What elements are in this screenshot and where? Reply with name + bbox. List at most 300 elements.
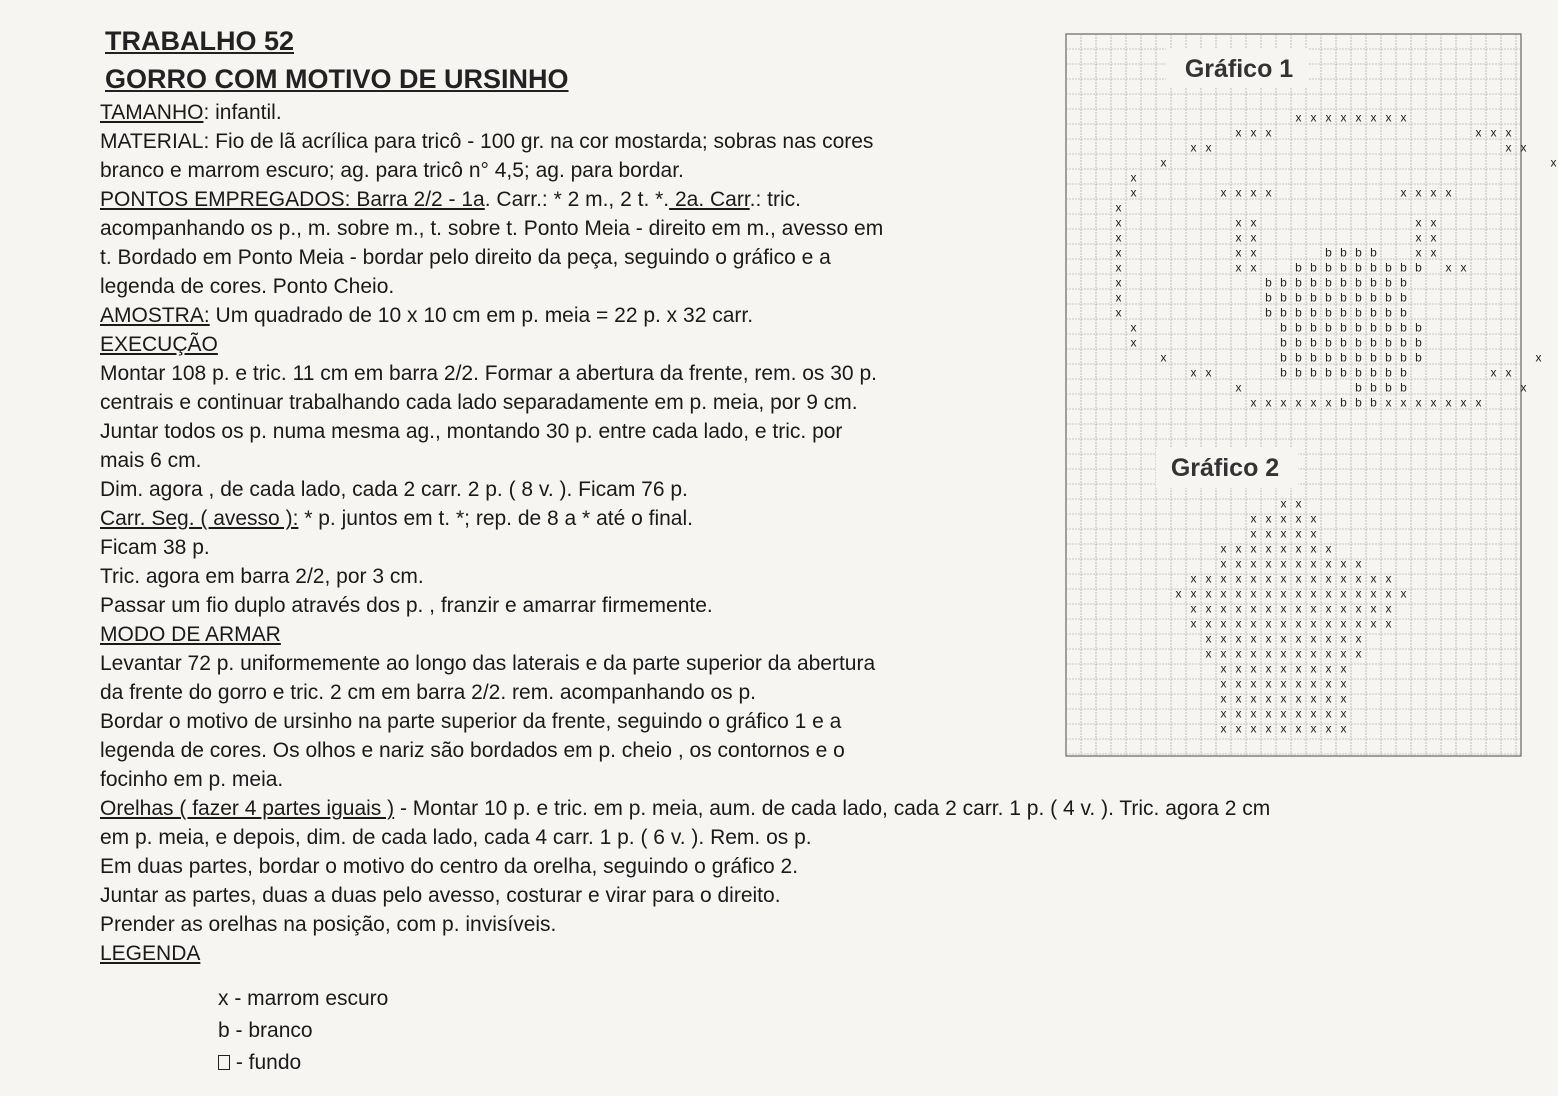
stitch-x: x (1235, 380, 1242, 395)
stitch-x: x (1280, 706, 1287, 721)
stitch-x: x (1280, 395, 1287, 410)
stitch-b: b (1355, 290, 1362, 305)
stitch-b: b (1355, 365, 1362, 380)
stitch-x: x (1280, 631, 1287, 646)
stitch-b: b (1340, 335, 1347, 350)
stitch-b: b (1370, 275, 1377, 290)
stitch-x: x (1295, 661, 1302, 676)
stitch-b: b (1400, 260, 1407, 275)
stitch-x: x (1250, 511, 1257, 526)
exec-line-7: Tric. agora em barra 2/2, por 3 cm. (100, 565, 424, 588)
modo-line-2: da frente do gorro e tric. 2 cm em barra 2/2. rem. acompanhando os p. (100, 681, 757, 704)
stitch-b: b (1400, 380, 1407, 395)
stitch-x: x (1280, 556, 1287, 571)
stitch-x: x (1295, 110, 1302, 125)
stitch-b: b (1325, 365, 1332, 380)
stitch-x: x (1250, 541, 1257, 556)
stitch-x: x (1310, 601, 1317, 616)
stitch-b: b (1355, 245, 1362, 260)
stitch-b: b (1280, 335, 1287, 350)
stitch-x: x (1310, 706, 1317, 721)
stitch-x: x (1265, 571, 1272, 586)
stitch-b: b (1370, 245, 1377, 260)
stitch-x: x (1400, 395, 1407, 410)
stitch-x: x (1220, 646, 1227, 661)
stitch-x: x (1370, 601, 1377, 616)
stitch-x: x (1205, 631, 1212, 646)
stitch-x: x (1250, 245, 1257, 260)
stitch-x: x (1415, 245, 1422, 260)
stitch-x: x (1250, 185, 1257, 200)
stitch-x: x (1295, 571, 1302, 586)
stitch-b: b (1415, 320, 1422, 335)
stitch-b: b (1280, 365, 1287, 380)
stitch-x: x (1400, 185, 1407, 200)
stitch-x: x (1325, 601, 1332, 616)
stitch-x: x (1325, 541, 1332, 556)
stitch-b: b (1310, 275, 1317, 290)
legend-item-fundo (218, 1047, 388, 1079)
stitch-x: x (1445, 185, 1452, 200)
stitch-x: x (1490, 125, 1497, 140)
stitch-x: x (1250, 571, 1257, 586)
stitch-x: x (1310, 661, 1317, 676)
stitch-x: x (1385, 110, 1392, 125)
orelhas-line-1 (100, 794, 1271, 823)
stitch-x: x (1250, 646, 1257, 661)
stitch-x: x (1220, 616, 1227, 631)
stitch-x: x (1520, 140, 1527, 155)
stitch-x: x (1430, 245, 1437, 260)
stitch-x: x (1355, 616, 1362, 631)
stitch-x: x (1235, 230, 1242, 245)
stitch-x: x (1505, 140, 1512, 155)
stitch-x: x (1400, 110, 1407, 125)
stitch-b: b (1325, 290, 1332, 305)
stitch-b: b (1295, 290, 1302, 305)
tamanho-line (100, 98, 1045, 127)
stitch-b: b (1295, 335, 1302, 350)
stitch-x: x (1205, 365, 1212, 380)
stitch-x: x (1115, 290, 1122, 305)
carr-text: * p. juntos em t. *; rep. de 8 a * até o final. (298, 507, 693, 530)
orelhas-line-5: Prender as orelhas na posição, com p. invisíveis. (100, 913, 557, 936)
stitch-x: x (1370, 571, 1377, 586)
stitch-x: x (1310, 511, 1317, 526)
stitch-x: x (1340, 691, 1347, 706)
stitch-x: x (1205, 616, 1212, 631)
stitch-x: x (1340, 616, 1347, 631)
stitch-x: x (1295, 616, 1302, 631)
stitch-x: x (1235, 646, 1242, 661)
stitch-x: x (1280, 646, 1287, 661)
stitch-x: x (1355, 571, 1362, 586)
stitch-x: x (1115, 305, 1122, 320)
stitch-x: x (1250, 556, 1257, 571)
stitch-x: x (1235, 601, 1242, 616)
stitch-b: b (1325, 320, 1332, 335)
stitch-b: b (1265, 275, 1272, 290)
material-line-2: branco e marrom escuro; ag. para tricô n° 4,5; ag. para bordar. (100, 159, 684, 182)
stitch-x: x (1280, 526, 1287, 541)
stitch-x: x (1175, 586, 1182, 601)
stitch-b: b (1340, 260, 1347, 275)
stitch-x: x (1310, 526, 1317, 541)
stitch-x: x (1295, 526, 1302, 541)
stitch-x: x (1325, 586, 1332, 601)
stitch-x: x (1160, 155, 1167, 170)
stitch-b: b (1385, 305, 1392, 320)
stitch-x: x (1505, 365, 1512, 380)
stitch-x: x (1265, 706, 1272, 721)
legend-item-x: x - marrom escuro (218, 987, 389, 1010)
stitch-b: b (1370, 290, 1377, 305)
stitch-x: x (1235, 556, 1242, 571)
stitch-b: b (1370, 365, 1377, 380)
stitch-x: x (1295, 601, 1302, 616)
stitch-b: b (1310, 260, 1317, 275)
stitch-b: b (1370, 395, 1377, 410)
stitch-b: b (1325, 305, 1332, 320)
stitch-x: x (1220, 691, 1227, 706)
pontos-line-1 (100, 185, 1045, 214)
stitch-b: b (1265, 290, 1272, 305)
stitch-x: x (1220, 586, 1227, 601)
stitch-x: x (1295, 511, 1302, 526)
stitch-x: x (1115, 275, 1122, 290)
orelhas-line-2: em p. meia, e depois, dim. de cada lado, cada 4 carr. 1 p. ( 6 v. ). Rem. os p. (100, 826, 812, 849)
amostra-label: AMOSTRA: (100, 304, 210, 327)
stitch-x: x (1130, 320, 1137, 335)
stitch-x: x (1310, 631, 1317, 646)
stitch-x: x (1265, 646, 1272, 661)
stitch-x: x (1265, 556, 1272, 571)
orelhas-line-4: Juntar as partes, duas a duas pelo avesso, costurar e virar para o direito. (100, 884, 781, 907)
stitch-x: x (1280, 571, 1287, 586)
stitch-x: x (1280, 511, 1287, 526)
stitch-x: x (1220, 706, 1227, 721)
stitch-x: x (1190, 616, 1197, 631)
stitch-x: x (1325, 110, 1332, 125)
stitch-b: b (1340, 275, 1347, 290)
stitch-x: x (1310, 586, 1317, 601)
exec-line-8: Passar um fio duplo através dos p. , franzir e amarrar firmemente. (100, 594, 713, 617)
stitch-b: b (1355, 395, 1362, 410)
stitch-b: b (1385, 290, 1392, 305)
amostra-line (100, 301, 1045, 330)
stitch-b: b (1370, 335, 1377, 350)
stitch-x: x (1415, 185, 1422, 200)
grafico-1-cells (1116, 111, 1558, 410)
stitch-x: x (1280, 586, 1287, 601)
stitch-b: b (1295, 305, 1302, 320)
stitch-b: b (1400, 290, 1407, 305)
stitch-x: x (1370, 110, 1377, 125)
stitch-x: x (1205, 601, 1212, 616)
stitch-b: b (1325, 350, 1332, 365)
stitch-x: x (1235, 631, 1242, 646)
stitch-x: x (1235, 260, 1242, 275)
stitch-b: b (1340, 245, 1347, 260)
stitch-x: x (1280, 496, 1287, 511)
stitch-x: x (1280, 676, 1287, 691)
stitch-b: b (1280, 350, 1287, 365)
stitch-b: b (1295, 365, 1302, 380)
stitch-b: b (1400, 275, 1407, 290)
stitch-x: x (1235, 661, 1242, 676)
pontos-line-2: acompanhando os p., m. sobre m., t. sobre t. Ponto Meia - direito em m., avesso em (100, 217, 884, 240)
stitch-x: x (1190, 571, 1197, 586)
stitch-x: x (1250, 601, 1257, 616)
stitch-x: x (1280, 691, 1287, 706)
stitch-x: x (1355, 631, 1362, 646)
stitch-x: x (1310, 556, 1317, 571)
stitch-x: x (1415, 395, 1422, 410)
tamanho-text: : infantil. (203, 101, 282, 124)
stitch-x: x (1250, 721, 1257, 736)
stitch-x: x (1130, 335, 1137, 350)
amostra-text: Um quadrado de 10 x 10 cm em p. meia = 22 p. x 32 carr. (209, 304, 754, 327)
stitch-x: x (1220, 571, 1227, 586)
stitch-b: b (1295, 275, 1302, 290)
stitch-x: x (1355, 110, 1362, 125)
stitch-x: x (1295, 721, 1302, 736)
stitch-x: x (1325, 721, 1332, 736)
stitch-b: b (1280, 290, 1287, 305)
stitch-b: b (1265, 305, 1272, 320)
stitch-x: x (1280, 661, 1287, 676)
stitch-b: b (1385, 275, 1392, 290)
stitch-b: b (1310, 335, 1317, 350)
stitch-b: b (1370, 350, 1377, 365)
stitch-x: x (1265, 395, 1272, 410)
stitch-x: x (1235, 586, 1242, 601)
stitch-x: x (1265, 631, 1272, 646)
stitch-x: x (1430, 185, 1437, 200)
stitch-x: x (1250, 676, 1257, 691)
stitch-x: x (1115, 200, 1122, 215)
stitch-x: x (1250, 586, 1257, 601)
stitch-x: x (1235, 676, 1242, 691)
stitch-x: x (1235, 706, 1242, 721)
exec-line-4: mais 6 cm. (100, 449, 202, 472)
exec-line-6: Ficam 38 p. (100, 536, 210, 559)
charts-panel (1066, 34, 1557, 760)
stitch-b: b (1340, 290, 1347, 305)
pontos-label: PONTOS EMPREGADOS: Barra 2/2 - 1a (100, 188, 485, 211)
stitch-x: x (1355, 601, 1362, 616)
stitch-x: x (1265, 586, 1272, 601)
stitch-x: x (1325, 571, 1332, 586)
legend-fundo-text: - fundo (230, 1051, 302, 1074)
stitch-b: b (1340, 395, 1347, 410)
stitch-x: x (1505, 125, 1512, 140)
legenda-heading: LEGENDA (100, 942, 201, 965)
stitch-b: b (1325, 260, 1332, 275)
stitch-x: x (1310, 571, 1317, 586)
stitch-x: x (1220, 661, 1227, 676)
stitch-x: x (1460, 260, 1467, 275)
orelhas-text: - Montar 10 p. e tric. em p. meia, aum. de cada lado, cada 2 carr. 1 p. ( 4 v. ). Tric. agora 2 cm (394, 797, 1271, 820)
stitch-x: x (1325, 661, 1332, 676)
stitch-x: x (1460, 395, 1467, 410)
stitch-x: x (1250, 125, 1257, 140)
stitch-x: x (1250, 230, 1257, 245)
stitch-x: x (1250, 631, 1257, 646)
stitch-x: x (1385, 571, 1392, 586)
stitch-b: b (1370, 305, 1377, 320)
pontos-text-d: .: tric. (749, 188, 802, 211)
stitch-x: x (1220, 185, 1227, 200)
title-trabalho: TRABALHO 52 (105, 26, 295, 56)
stitch-b: b (1415, 260, 1422, 275)
stitch-x: x (1340, 110, 1347, 125)
stitch-x: x (1250, 395, 1257, 410)
stitch-x: x (1355, 556, 1362, 571)
empty-square-icon (218, 1055, 230, 1070)
stitch-x: x (1550, 155, 1557, 170)
pontos-line-4: legenda de cores. Ponto Cheio. (100, 275, 395, 298)
exec-line-1: Montar 108 p. e tric. 11 cm em barra 2/2. Formar a abertura da frente, rem. os 30 p. (100, 362, 877, 385)
stitch-x: x (1235, 215, 1242, 230)
stitch-x: x (1370, 586, 1377, 601)
stitch-x: x (1265, 125, 1272, 140)
stitch-b: b (1385, 335, 1392, 350)
stitch-x: x (1250, 661, 1257, 676)
stitch-x: x (1400, 586, 1407, 601)
stitch-b: b (1340, 305, 1347, 320)
stitch-x: x (1385, 601, 1392, 616)
stitch-x: x (1415, 230, 1422, 245)
stitch-b: b (1310, 365, 1317, 380)
stitch-b: b (1385, 350, 1392, 365)
stitch-b: b (1340, 365, 1347, 380)
stitch-x: x (1265, 511, 1272, 526)
stitch-x: x (1325, 646, 1332, 661)
stitch-x: x (1235, 721, 1242, 736)
stitch-b: b (1385, 320, 1392, 335)
stitch-x: x (1340, 646, 1347, 661)
stitch-x: x (1235, 125, 1242, 140)
stitch-x: x (1220, 721, 1227, 736)
stitch-x: x (1280, 616, 1287, 631)
stitch-x: x (1310, 110, 1317, 125)
stitch-b: b (1280, 275, 1287, 290)
stitch-x: x (1235, 185, 1242, 200)
stitch-b: b (1415, 350, 1422, 365)
stitch-x: x (1385, 586, 1392, 601)
stitch-x: x (1490, 365, 1497, 380)
stitch-x: x (1310, 616, 1317, 631)
stitch-x: x (1340, 706, 1347, 721)
stitch-b: b (1325, 245, 1332, 260)
stitch-x: x (1295, 496, 1302, 511)
stitch-x: x (1355, 646, 1362, 661)
stitch-x: x (1310, 646, 1317, 661)
orelhas-label: Orelhas ( fazer 4 partes iguais ) (100, 797, 395, 820)
stitch-b: b (1340, 320, 1347, 335)
stitch-x: x (1430, 395, 1437, 410)
stitch-x: x (1385, 616, 1392, 631)
grid-border (1066, 34, 1521, 756)
stitch-x: x (1235, 616, 1242, 631)
stitch-x: x (1205, 646, 1212, 661)
stitch-x: x (1190, 601, 1197, 616)
stitch-x: x (1295, 541, 1302, 556)
stitch-x: x (1265, 661, 1272, 676)
stitch-x: x (1325, 706, 1332, 721)
stitch-b: b (1295, 260, 1302, 275)
stitch-x: x (1370, 616, 1377, 631)
stitch-x: x (1205, 586, 1212, 601)
stitch-x: x (1430, 230, 1437, 245)
stitch-x: x (1265, 601, 1272, 616)
carr-line (100, 504, 1045, 533)
stitch-b: b (1400, 320, 1407, 335)
modo-line-5: focinho em p. meia. (100, 768, 284, 791)
material-line-1: MATERIAL: Fio de lã acrílica para tricô - 100 gr. na cor mostarda; sobras nas cores (100, 130, 874, 153)
stitch-b: b (1415, 335, 1422, 350)
stitch-x: x (1190, 140, 1197, 155)
stitch-x: x (1295, 646, 1302, 661)
stitch-x: x (1385, 395, 1392, 410)
stitch-x: x (1250, 526, 1257, 541)
stitch-x: x (1445, 395, 1452, 410)
pontos-line-3: t. Bordado em Ponto Meia - bordar pelo direito da peça, seguindo o gráfico e a (100, 246, 831, 269)
stitch-x: x (1310, 541, 1317, 556)
stitch-x: x (1235, 541, 1242, 556)
stitch-b: b (1280, 305, 1287, 320)
stitch-b: b (1370, 260, 1377, 275)
stitch-x: x (1415, 215, 1422, 230)
stitch-x: x (1250, 260, 1257, 275)
stitch-x: x (1340, 556, 1347, 571)
modo-line-4: legenda de cores. Os olhos e nariz são bordados em p. cheio , os contornos e o (100, 739, 845, 762)
stitch-x: x (1265, 691, 1272, 706)
stitch-b: b (1385, 380, 1392, 395)
stitch-b: b (1340, 350, 1347, 365)
chart-grid (1066, 34, 1521, 756)
stitch-x: x (1115, 230, 1122, 245)
stitch-x: x (1340, 721, 1347, 736)
stitch-b: b (1370, 380, 1377, 395)
stitch-b: b (1310, 350, 1317, 365)
stitch-b: b (1295, 320, 1302, 335)
stitch-x: x (1220, 676, 1227, 691)
stitch-x: x (1295, 631, 1302, 646)
stitch-x: x (1475, 395, 1482, 410)
pontos-text-c: 2a. Carr (669, 188, 750, 211)
stitch-b: b (1385, 260, 1392, 275)
stitch-x: x (1310, 395, 1317, 410)
stitch-x: x (1280, 721, 1287, 736)
stitch-x: x (1265, 541, 1272, 556)
stitch-b: b (1400, 305, 1407, 320)
stitch-x: x (1535, 350, 1542, 365)
stitch-x: x (1250, 691, 1257, 706)
stitch-x: x (1325, 616, 1332, 631)
stitch-x: x (1205, 571, 1212, 586)
modo-line-1: Levantar 72 p. uniformemente ao longo das laterais e da parte superior da abertura (100, 652, 876, 675)
stitch-x: x (1250, 616, 1257, 631)
stitch-x: x (1265, 526, 1272, 541)
stitch-x: x (1430, 215, 1437, 230)
stitch-x: x (1130, 170, 1137, 185)
stitch-x: x (1250, 215, 1257, 230)
stitch-b: b (1310, 305, 1317, 320)
stitch-x: x (1220, 541, 1227, 556)
color-legend (218, 983, 388, 1079)
